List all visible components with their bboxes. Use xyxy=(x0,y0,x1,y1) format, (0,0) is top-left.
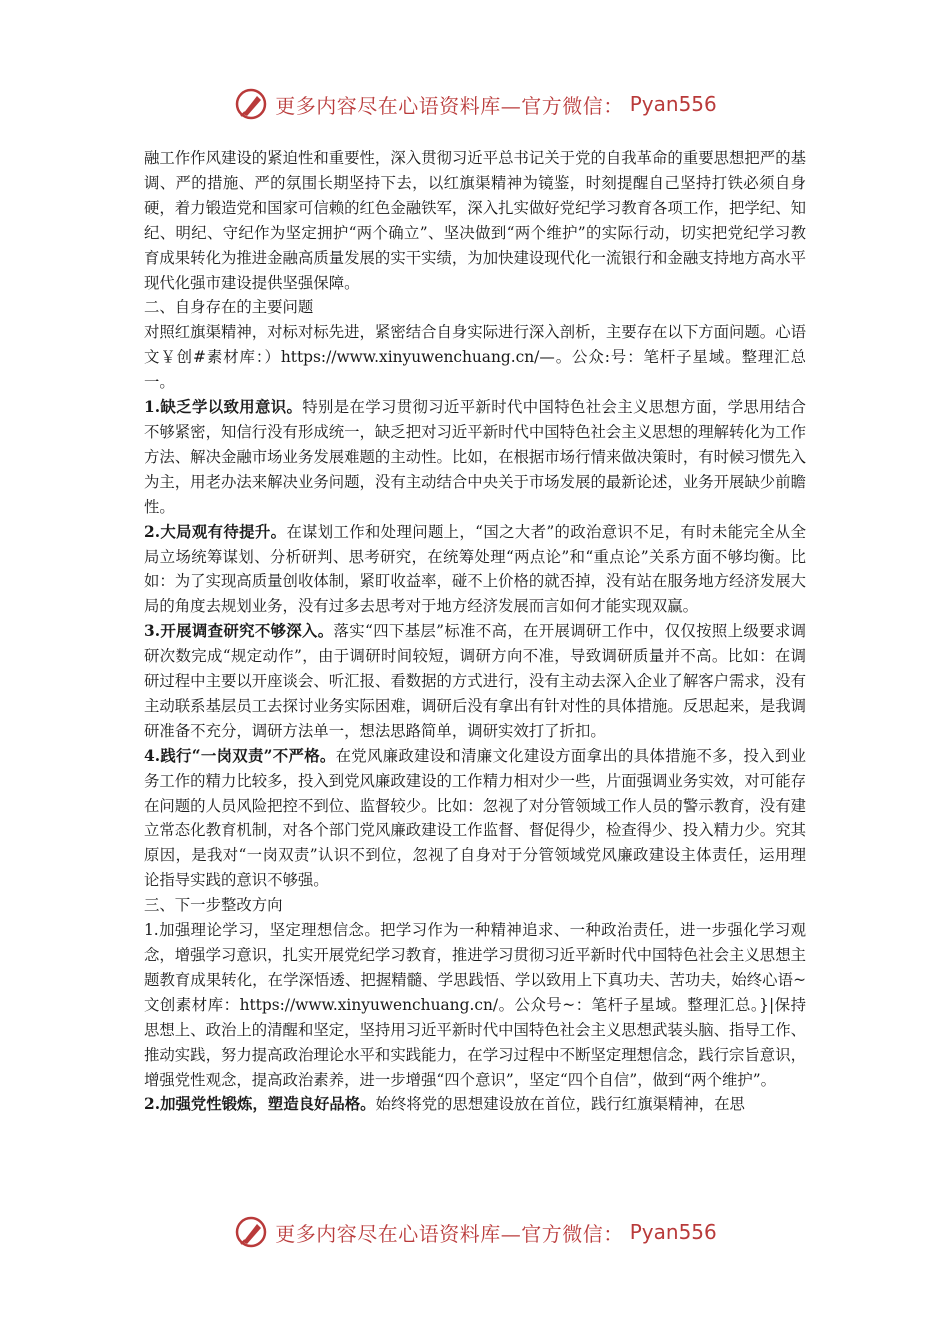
problem-2-title: 2.大局观有待提升。 xyxy=(144,522,287,541)
pen-nib-circle-icon xyxy=(233,1214,269,1250)
problem-1-title: 1.缺乏学以致用意识。 xyxy=(144,398,303,417)
footer-watermark-banner xyxy=(0,1212,950,1252)
document-body xyxy=(144,146,806,1117)
paragraph-intro-continued: 融工作作风建设的紧迫性和重要性，深入贯彻习近平总书记关于党的自我革命的重要思想把严的基调、严的措施、严的氛围长期坚持下去，以红旗渠精神为镜鉴，时刻提醒自己坚持打铁必须自身硬，着力锻造党和国家可信赖的红色金融铁军，深入扎实做好党纪学习教育各项工作，把学纪、知纪、明纪、守纪作为坚定拥护“两个确立”、坚决做到“两个维护”的实际行动，切实把党纪学习教育成果转化为推进金融高质量发展的实干实绩，为加快建设现代化一流银行和金融支持地方高水平现代化强市建设提供坚强保障。 xyxy=(144,149,806,292)
pen-nib-circle-icon xyxy=(233,86,269,122)
paragraph-problem-3: 3.开展调查研究不够深入。落实“四下基层”标准不高，在开展调研工作中，仅仅按照上级要求调研次数完成“规定动作”，由于调研时间较短，调研方向不准，导致调研质量并不高。比如：在调研过程中主要以开座谈会、听汇报、看数据的方式进行，没有主动去深入企业了解客户需求，没有主动联系基层员工去探讨业务实际困难，调研后没有拿出有针对性的具体措施。反思起来，是我调研准备不充分，调研方法单一，想法思路简单，调研实效打了折扣。 xyxy=(144,622,806,740)
rectification-2-title: 2.加强党性锻炼，塑造良好品格。 xyxy=(144,1095,376,1114)
header-watermark-banner xyxy=(0,84,950,124)
banner-text: 更多内容尽在心语资料库—官方微信： xyxy=(275,1221,624,1246)
paragraph-problem-4: 4.践行“一岗双责”不严格。在党风廉政建设和清廉文化建设方面拿出的具体措施不多，投入到业务工作的精力比较多，投入到党风廉政建设的工作精力相对少一些，片面强调业务实效，对可能存在问题的人员风险把控不到位、监督较少。比如：忽视了对分管领域工作人员的警示教育，没有建立常态化教育机制，对各个部门党风廉政建设工作监督、督促得少，检查得少、投入精力少。究其原因，是我对“一岗双责”认识不到位，忽视了自身对于分管领域党风廉政建设主体责任，运用理论指导实践的意识不够强。 xyxy=(144,746,806,890)
paragraph-problems-intro: 对照红旗渠精神，对标对标先进，紧密结合自身实际进行深入剖析，主要存在以下方面问题。心语文￥创#素材库：）https://www.xinyuwenchuang.cn/—。公众:号：笔杆子星域。整理汇总一。 xyxy=(144,323,806,392)
paragraph-rectification-2: 2.加强党性锻炼，塑造良好品格。始终将党的思想建设放在首位，践行红旗渠精神，在思 xyxy=(144,1095,745,1114)
problem-3-title: 3.开展调查研究不够深入。 xyxy=(144,622,334,641)
problem-4-title: 4.践行“一岗双责”不严格。 xyxy=(144,746,336,765)
paragraph-problem-2: 2.大局观有待提升。在谋划工作和处理问题上，“国之大者”的政治意识不足，有时未能完全从全局立场统筹谋划、分析研判、思考研究，在统筹处理“两点论”和“重点论”关系方面不够均衡。比如：为了实现高质量创收体制，紧盯收益率，碰不上价格的就否掉，没有站在服务地方经济发展大局的角度去规划业务，没有过多去思考对于地方经济发展而言如何才能实现双赢。 xyxy=(144,522,806,616)
section-heading-problems: 二、自身存在的主要问题 xyxy=(144,298,314,317)
paragraph-problem-1: 1.缺乏学以致用意识。特别是在学习贯彻习近平新时代中国特色社会主义思想方面，学思用结合不够紧密，知信行没有形成统一，缺乏把对习近平新时代中国特色社会主义思想的理解转化为工作方法、解决金融市场业务发展难题的主动性。比如，在根据市场行情来做决策时，有时候习惯先入为主，用老办法来解决业务问题，没有主动结合中央关于市场发展的最新论述，业务开展缺少前瞻性。 xyxy=(144,398,806,516)
banner-handle: Pyan556 xyxy=(629,92,717,116)
paragraph-rectification-1: 1.加强理论学习，坚定理想信念。把学习作为一种精神追求、一种政治责任，进一步强化学习观念，增强学习意识，扎实开展党纪学习教育，推进学习贯彻习近平新时代中国特色社会主义思想主题教育成果转化，在学深悟透、把握精髓、学思践悟、学以致用上下真功夫、苦功夫，始终心语~文创素材库：https://www.xinyuwenchuang.cn/。公众号~：笔杆子星域。整理汇总。}|保持思想上、政治上的清醒和坚定，坚持用习近平新时代中国特色社会主义思想武装头脑、指导工作、推动实践，努力提高政治理论水平和实践能力，在学习过程中不断坚定理想信念，践行宗旨意识，增强党性观念，提高政治素养，进一步增强“四个意识”，坚定“四个自信”，做到“两个维护”。 xyxy=(144,921,806,1089)
section-heading-rectification: 三、下一步整改方向 xyxy=(144,896,283,915)
banner-text: 更多内容尽在心语资料库—官方微信： xyxy=(275,93,624,118)
banner-handle: Pyan556 xyxy=(629,1220,717,1244)
